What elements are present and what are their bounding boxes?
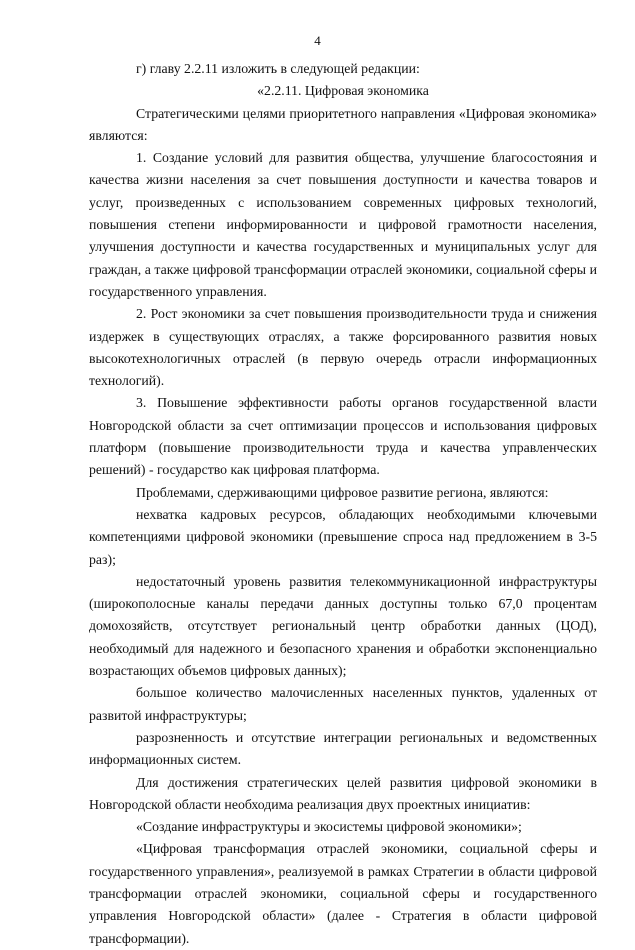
- instruction-line: г) главу 2.2.11 изложить в следующей редакции:: [136, 61, 420, 76]
- paragraph-problems-intro: Проблемами, сдерживающими цифровое развитие региона, являются:: [136, 484, 549, 500]
- paragraph-goal-3: 3. Повышение эффективности работы органов государственной власти Новгородской области за счет оптимизации процессов и использования цифровых платформ (повышение производительности труда и качества управленческих решений) - государство как цифровая платформа.: [89, 395, 597, 478]
- paragraph-goal-1: 1. Создание условий для развития общества, улучшение благосостояния и качества жизни населения за счет повышения доступности и качества товаров и услуг, произведенных с использованием современных цифровых технологий, повышения степени информированности и цифровой грамотности населения, улучшения доступности и качества государственных и муниципальных услуг для граждан, а также цифровой трансформации отраслей экономики, социальной сферы и государственного управления.: [89, 150, 597, 299]
- paragraph-problem-settlements: большое количество малочисленных населенных пунктов, удаленных от развитой инфраструктуры;: [89, 685, 597, 723]
- paragraph-problem-systems: разрозненность и отсутствие интеграции региональных и ведомственных информационных систем.: [89, 729, 597, 768]
- paragraph-problem-telecom: недостаточный уровень развития телекоммуникационной инфраструктуры (широкополосные каналы передачи данных доступны только 67,0 процентам домохозяйств, отсутствует региональный центр обработки данных (ЦОД), необходимый для надежного и безопасного хранения и обработки экспоненциально возрастающих объемов цифровых данных);: [89, 573, 597, 679]
- page-number: 4: [314, 33, 321, 48]
- paragraph-initiative-1: «Создание инфраструктуры и экосистемы цифровой экономики»;: [136, 819, 522, 835]
- paragraph-initiatives-intro: Для достижения стратегических целей развития цифровой экономики в Новгородской области необходима реализация двух проектных инициатив:: [89, 774, 597, 812]
- paragraph-problem-staff: нехватка кадровых ресурсов, обладающих необходимыми ключевыми компетенциями цифровой экономики (превышение спроса над предложением в 3-5 раз);: [89, 506, 597, 567]
- paragraph-initiative-2: «Цифровая трансформация отраслей экономики, социальной сферы и государственного управления», реализуемой в рамках Стратегии в области цифровой трансформации отраслей экономики, социальной сферы и государственного управления Новгородской области» (далее - Стратегия в области цифровой трансформации).: [89, 841, 597, 946]
- chapter-heading: «2.2.11. Цифровая экономика: [257, 83, 429, 99]
- document-body: [89, 58, 597, 950]
- paragraph-goals-intro: Стратегическими целями приоритетного направления «Цифровая экономика» являются:: [89, 105, 597, 143]
- paragraph-goal-2: 2. Рост экономики за счет повышения производительности труда и снижения издержек в существующих отраслях, а также форсированного развития новых высокотехнологичных отраслей (в первую очередь отрасли информационных технологий).: [89, 306, 597, 389]
